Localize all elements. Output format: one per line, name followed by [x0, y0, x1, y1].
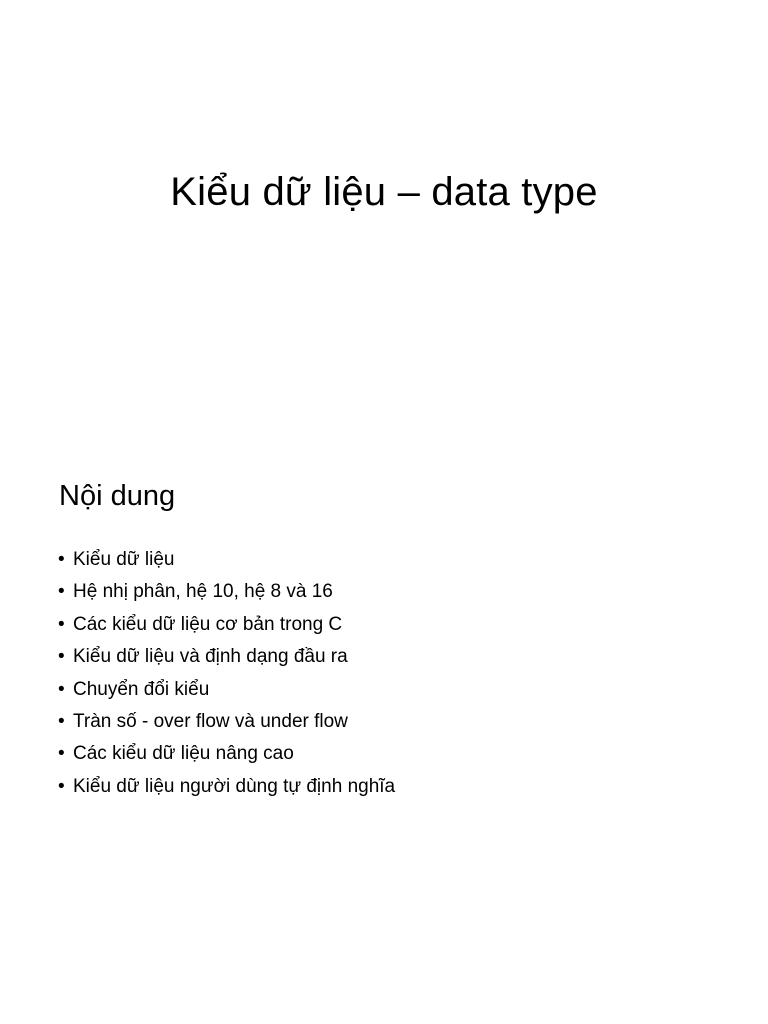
slide-title: Kiểu dữ liệu – data type	[170, 170, 598, 214]
list-item-text: Hệ nhị phân, hệ 10, hệ 8 và 16	[73, 581, 333, 603]
section-title: Nội dung	[59, 480, 176, 512]
list-item	[58, 641, 395, 673]
list-item-text: Kiểu dữ liệu và định dạng đầu ra	[73, 646, 348, 668]
bullet-icon: •	[58, 646, 65, 668]
list-item	[58, 706, 395, 738]
list-item-text: Tràn số - over flow và under flow	[73, 711, 348, 733]
list-item	[58, 674, 395, 706]
bullet-icon: •	[58, 613, 65, 635]
bullet-list	[58, 544, 395, 803]
list-item-text: Các kiểu dữ liệu nâng cao	[73, 743, 294, 765]
list-item	[58, 609, 395, 641]
list-item-text: Các kiểu dữ liệu cơ bản trong C	[73, 613, 343, 635]
list-item	[58, 544, 395, 576]
bullet-icon: •	[58, 549, 65, 570]
bullet-icon: •	[58, 711, 65, 733]
bullet-icon: •	[58, 775, 65, 797]
list-item-text: Kiểu dữ liệu	[73, 549, 175, 570]
content-slide	[0, 432, 768, 1024]
bullet-icon: •	[58, 743, 65, 765]
bullet-icon: •	[58, 678, 65, 700]
list-item-text: Kiểu dữ liệu người dùng tự định nghĩa	[73, 775, 396, 797]
list-item	[58, 576, 395, 608]
list-item	[58, 771, 395, 803]
list-item	[58, 738, 395, 770]
list-item-text: Chuyển đổi kiểu	[73, 678, 210, 700]
title-slide	[0, 0, 768, 432]
bullet-icon: •	[58, 581, 65, 603]
